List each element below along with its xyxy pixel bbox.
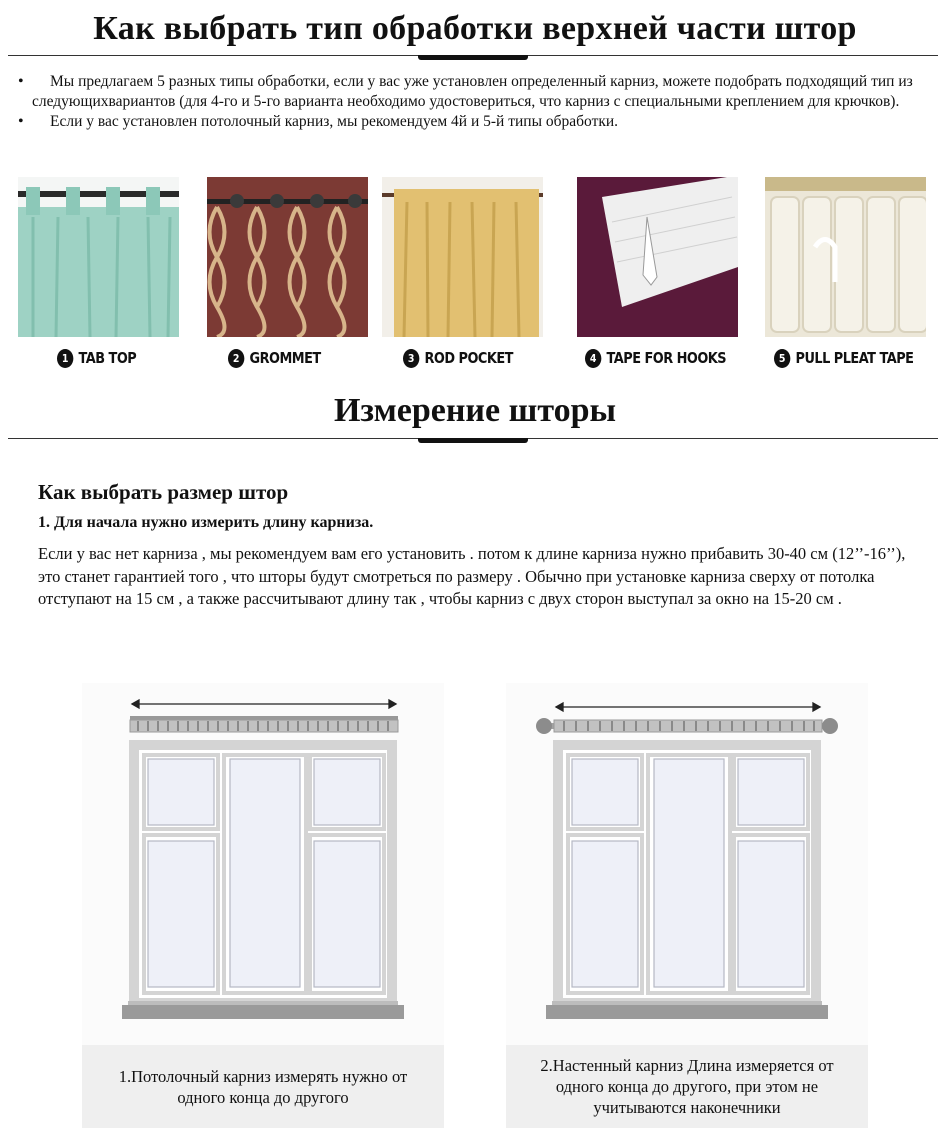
- instruction-paragraph: Если у вас нет карниза , мы рекомендуем вам его установить . потом к длине карниза нужно прибавить 30-40 см (12’’-16’’), это станет гарантией того , что шторы будут смотреться по размеру . Обычно при установке карниза сверху от потолка отступают на 15 см , а также рассчитывают длину так , чтобы карниз с двух сторон выступал за окно на 15-20 см .: [38, 544, 906, 608]
- diagram-caption: [506, 1045, 868, 1128]
- diagram-caption: [82, 1045, 444, 1128]
- caption-line: 2.Настенный карниз Длина измеряется от: [540, 1056, 834, 1075]
- number-badge: 2: [228, 349, 244, 368]
- number-badge: 1: [57, 349, 73, 368]
- intro-bullet: • Мы предлагаем 5 разных типы обработки, если у вас уже установлен определенный карниз, можете подобрать подходящий тип из следующихвариантов (для 4-го и 5-го варианта необходимо удостовериться, что карниз с специальными креплением для крючков).: [14, 72, 929, 112]
- type-label: ROD POCKET: [424, 349, 513, 367]
- caption-line: одного конца до другого: [177, 1087, 349, 1107]
- tab-top-photo: [18, 177, 179, 337]
- page-title: Как выбрать тип обработки верхней части штор: [93, 10, 857, 47]
- caption-line: 1.Потолочный карниз измерять нужно от: [118, 1066, 408, 1086]
- grommet-photo: [207, 177, 368, 337]
- type-caption-2: [228, 346, 321, 370]
- pull-pleat-tape-photo: [765, 177, 926, 337]
- window-illustration: [82, 683, 444, 1045]
- number-badge: 5: [774, 349, 790, 368]
- type-label: GROMMET: [249, 349, 321, 367]
- wall-rod-diagram: [506, 683, 868, 1128]
- window-illustration: [506, 683, 868, 1045]
- section-subtitle: Как выбрать размер штор: [38, 480, 289, 504]
- intro-bullets: [14, 72, 929, 132]
- rod-pocket-photo: [382, 177, 543, 337]
- number-badge: 3: [403, 349, 419, 368]
- type-caption-3: [403, 346, 513, 370]
- type-caption-1: [57, 346, 136, 370]
- step-heading: 1. Для начала нужно измерить длину карниза.: [38, 514, 374, 531]
- type-label: TAPE FOR HOOKS: [606, 349, 727, 367]
- type-caption-4: [585, 346, 726, 370]
- type-caption-5: [774, 346, 913, 370]
- type-label: TAB TOP: [78, 349, 137, 367]
- number-badge: 4: [585, 349, 601, 368]
- caption-line: учитываются наконечники: [593, 1098, 781, 1117]
- section-divider-tab: [418, 438, 528, 443]
- ceiling-rod-diagram: [82, 683, 444, 1128]
- intro-bullet: • Если у вас установлен потолочный карниз, мы рекомендуем 4й и 5-й типы обработки.: [14, 112, 929, 132]
- type-label: PULL PLEAT TAPE: [795, 349, 914, 367]
- tape-for-hooks-photo: [577, 177, 738, 337]
- title-divider-tab: [418, 55, 528, 60]
- caption-line: одного конца до другого, при этом не: [555, 1077, 819, 1096]
- section-title: Измерение шторы: [333, 392, 617, 429]
